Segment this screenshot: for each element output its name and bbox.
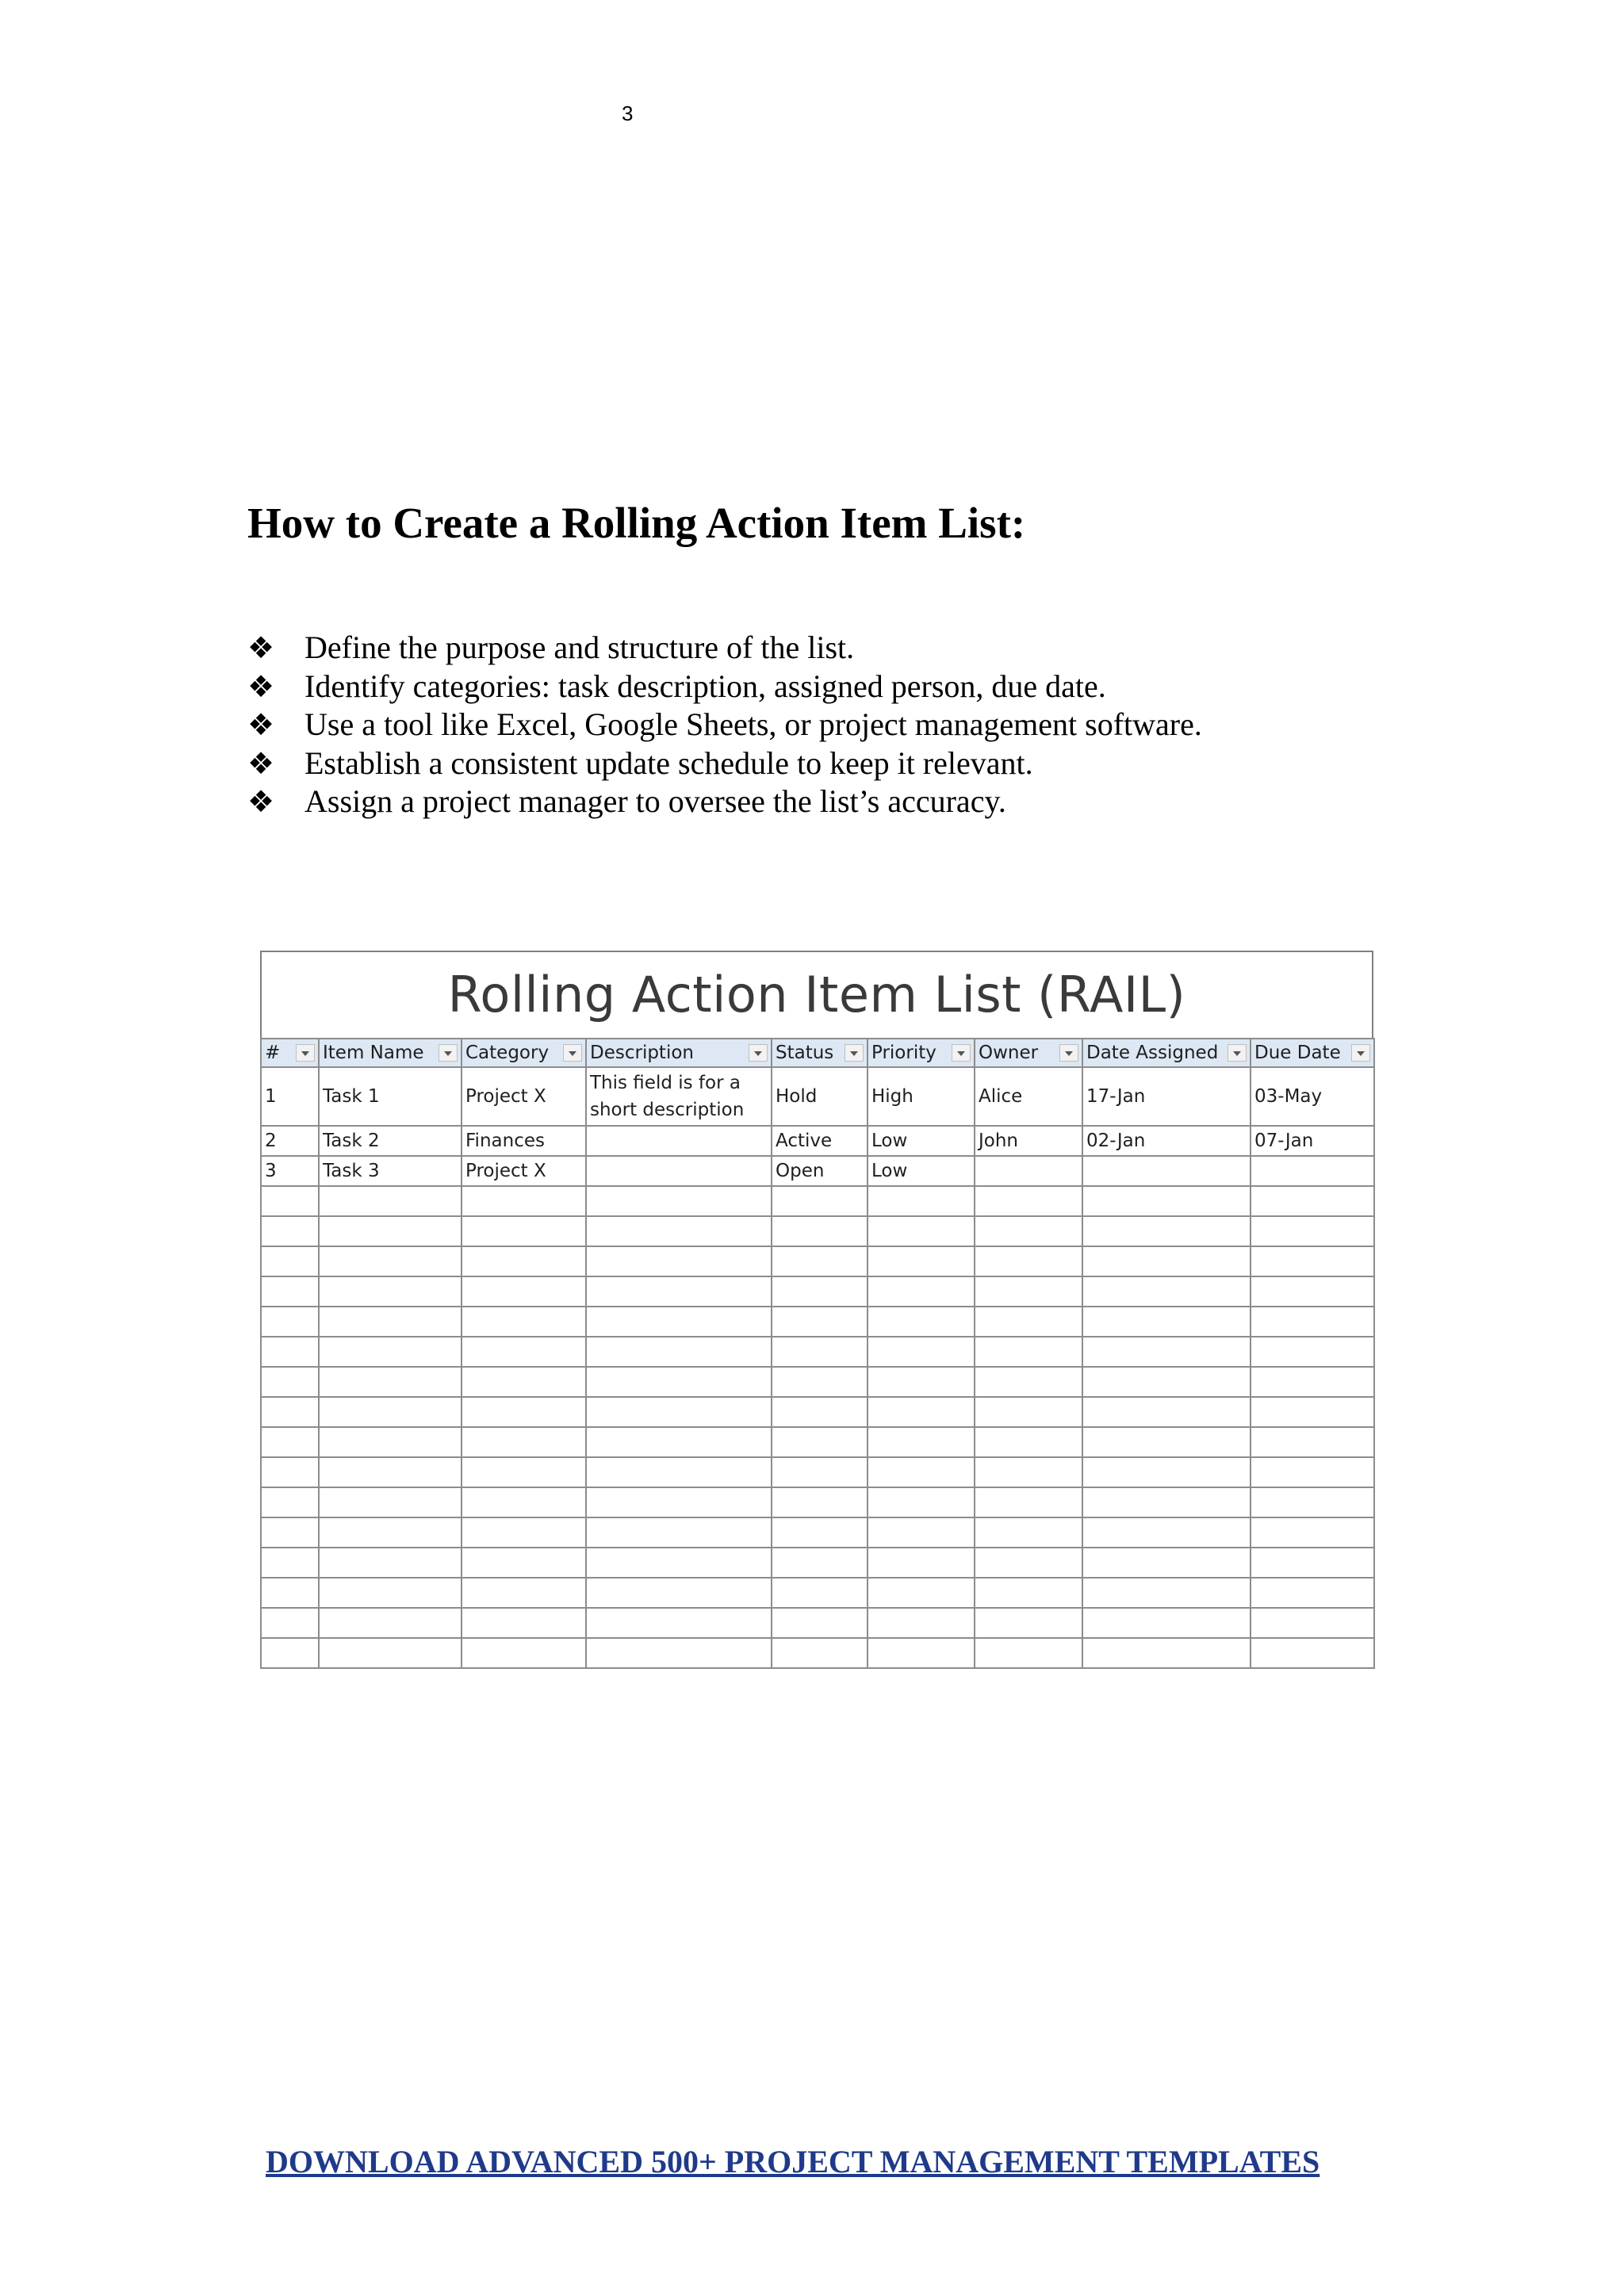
empty-table-row xyxy=(261,1548,1374,1578)
empty-cell xyxy=(586,1578,772,1608)
empty-cell xyxy=(1251,1276,1374,1307)
empty-cell xyxy=(319,1427,462,1457)
table-cell: 2 xyxy=(261,1126,319,1156)
empty-cell xyxy=(1082,1608,1251,1638)
empty-cell xyxy=(1082,1397,1251,1427)
empty-cell xyxy=(586,1276,772,1307)
empty-cell xyxy=(586,1186,772,1216)
table-cell: Open xyxy=(772,1156,868,1186)
table-cell: Task 1 xyxy=(319,1067,462,1126)
empty-cell xyxy=(586,1517,772,1548)
empty-cell xyxy=(975,1487,1082,1517)
table-cell: 07-Jan xyxy=(1251,1126,1374,1156)
empty-cell xyxy=(462,1427,586,1457)
empty-cell xyxy=(319,1457,462,1487)
column-header-category[interactable]: Category xyxy=(462,1039,586,1067)
empty-cell xyxy=(261,1246,319,1276)
empty-cell xyxy=(261,1608,319,1638)
table-cell: Task 2 xyxy=(319,1126,462,1156)
empty-table-row xyxy=(261,1608,1374,1638)
empty-cell xyxy=(261,1487,319,1517)
empty-cell xyxy=(261,1307,319,1337)
table-cell: Active xyxy=(772,1126,868,1156)
empty-cell xyxy=(1251,1487,1374,1517)
empty-cell xyxy=(868,1397,975,1427)
empty-cell xyxy=(772,1517,868,1548)
empty-cell xyxy=(868,1337,975,1367)
empty-cell xyxy=(586,1367,772,1397)
empty-cell xyxy=(1082,1246,1251,1276)
empty-cell xyxy=(462,1578,586,1608)
empty-cell xyxy=(868,1367,975,1397)
empty-cell xyxy=(1251,1367,1374,1397)
list-item xyxy=(247,706,1202,744)
dropdown-filter-icon[interactable] xyxy=(1228,1044,1247,1062)
empty-cell xyxy=(1082,1307,1251,1337)
empty-cell xyxy=(1082,1517,1251,1548)
empty-cell xyxy=(319,1367,462,1397)
empty-cell xyxy=(462,1397,586,1427)
table-row xyxy=(261,1067,1374,1126)
empty-cell xyxy=(1082,1427,1251,1457)
dropdown-filter-icon[interactable] xyxy=(1059,1044,1078,1062)
spreadsheet-title: Rolling Action Item List (RAIL) xyxy=(260,951,1373,1038)
list-item-text: Assign a project manager to oversee the list’s accuracy. xyxy=(304,783,1006,819)
table-cell: 02-Jan xyxy=(1082,1126,1251,1156)
table-cell xyxy=(586,1156,772,1186)
table-cell: Finances xyxy=(462,1126,586,1156)
empty-cell xyxy=(975,1307,1082,1337)
empty-table-row xyxy=(261,1276,1374,1307)
column-header-item-name[interactable]: Item Name xyxy=(319,1039,462,1067)
table-cell: High xyxy=(868,1067,975,1126)
empty-cell xyxy=(319,1397,462,1427)
empty-cell xyxy=(462,1216,586,1246)
empty-cell xyxy=(1251,1307,1374,1337)
empty-cell xyxy=(868,1638,975,1668)
empty-cell xyxy=(462,1246,586,1276)
empty-cell xyxy=(975,1578,1082,1608)
empty-cell xyxy=(1082,1186,1251,1216)
empty-cell xyxy=(462,1337,586,1367)
empty-cell xyxy=(1082,1337,1251,1367)
empty-cell xyxy=(772,1548,868,1578)
empty-cell xyxy=(586,1457,772,1487)
empty-cell xyxy=(586,1487,772,1517)
empty-cell xyxy=(975,1608,1082,1638)
empty-table-row xyxy=(261,1337,1374,1367)
empty-cell xyxy=(868,1608,975,1638)
list-item xyxy=(247,629,1202,668)
empty-table-row xyxy=(261,1578,1374,1608)
download-templates-link[interactable]: DOWNLOAD ADVANCED 500+ PROJECT MANAGEMENT TEMPLATES xyxy=(266,2144,1320,2179)
empty-cell xyxy=(319,1487,462,1517)
rail-table xyxy=(260,1038,1375,1669)
empty-table-row xyxy=(261,1457,1374,1487)
table-cell: 03-May xyxy=(1251,1067,1374,1126)
empty-cell xyxy=(1082,1216,1251,1246)
table-cell: Alice xyxy=(975,1067,1082,1126)
empty-cell xyxy=(261,1367,319,1397)
empty-table-row xyxy=(261,1307,1374,1337)
empty-cell xyxy=(261,1427,319,1457)
empty-cell xyxy=(772,1487,868,1517)
empty-cell xyxy=(462,1186,586,1216)
column-header-date-assigned[interactable]: Date Assigned xyxy=(1082,1039,1251,1067)
empty-cell xyxy=(319,1578,462,1608)
empty-cell xyxy=(868,1216,975,1246)
column-header-owner[interactable]: Owner xyxy=(975,1039,1082,1067)
empty-cell xyxy=(462,1517,586,1548)
diamond-bullet-icon: ❖ xyxy=(247,784,275,819)
empty-cell xyxy=(319,1186,462,1216)
empty-cell xyxy=(975,1186,1082,1216)
empty-cell xyxy=(319,1337,462,1367)
table-cell: This field is for a short description xyxy=(586,1067,772,1126)
column-header-status[interactable]: Status xyxy=(772,1039,868,1067)
list-item-text: Identify categories: task description, assigned person, due date. xyxy=(304,668,1106,704)
table-cell: Low xyxy=(868,1156,975,1186)
empty-cell xyxy=(586,1427,772,1457)
empty-cell xyxy=(319,1517,462,1548)
empty-cell xyxy=(261,1638,319,1668)
empty-cell xyxy=(1082,1487,1251,1517)
table-cell: Project X xyxy=(462,1067,586,1126)
empty-cell xyxy=(1251,1427,1374,1457)
empty-cell xyxy=(319,1276,462,1307)
empty-cell xyxy=(868,1548,975,1578)
empty-table-row xyxy=(261,1216,1374,1246)
empty-cell xyxy=(462,1608,586,1638)
empty-table-row xyxy=(261,1367,1374,1397)
section-heading: How to Create a Rolling Action Item List: xyxy=(247,499,1026,547)
dropdown-filter-icon[interactable] xyxy=(296,1044,315,1062)
empty-cell xyxy=(462,1457,586,1487)
empty-cell xyxy=(1082,1578,1251,1608)
empty-cell xyxy=(1251,1517,1374,1548)
list-item-text: Use a tool like Excel, Google Sheets, or project management software. xyxy=(304,706,1202,742)
empty-cell xyxy=(772,1638,868,1668)
table-cell: Task 3 xyxy=(319,1156,462,1186)
empty-table-row xyxy=(261,1517,1374,1548)
empty-cell xyxy=(586,1397,772,1427)
empty-cell xyxy=(975,1246,1082,1276)
empty-cell xyxy=(1082,1367,1251,1397)
dropdown-filter-icon[interactable] xyxy=(749,1044,768,1062)
diamond-bullet-icon: ❖ xyxy=(247,745,275,781)
empty-cell xyxy=(772,1276,868,1307)
empty-table-row xyxy=(261,1246,1374,1276)
empty-cell xyxy=(868,1487,975,1517)
empty-cell xyxy=(975,1548,1082,1578)
empty-cell xyxy=(261,1337,319,1367)
empty-cell xyxy=(319,1307,462,1337)
empty-table-row xyxy=(261,1487,1374,1517)
empty-cell xyxy=(975,1427,1082,1457)
empty-cell xyxy=(868,1427,975,1457)
page-number: 3 xyxy=(622,101,634,125)
empty-cell xyxy=(1251,1397,1374,1427)
dropdown-filter-icon[interactable] xyxy=(952,1044,971,1062)
empty-table-row xyxy=(261,1638,1374,1668)
empty-cell xyxy=(772,1427,868,1457)
table-cell xyxy=(1251,1156,1374,1186)
empty-cell xyxy=(772,1186,868,1216)
empty-cell xyxy=(1082,1457,1251,1487)
empty-cell xyxy=(586,1216,772,1246)
empty-table-row xyxy=(261,1427,1374,1457)
column-header-priority[interactable]: Priority xyxy=(868,1039,975,1067)
empty-cell xyxy=(261,1397,319,1427)
empty-table-row xyxy=(261,1186,1374,1216)
empty-table-row xyxy=(261,1397,1374,1427)
empty-cell xyxy=(1251,1186,1374,1216)
table-cell: 3 xyxy=(261,1156,319,1186)
empty-cell xyxy=(772,1246,868,1276)
table-cell: 17-Jan xyxy=(1082,1067,1251,1126)
empty-cell xyxy=(868,1578,975,1608)
column-header-number[interactable]: # xyxy=(261,1039,319,1067)
empty-cell xyxy=(1082,1548,1251,1578)
empty-cell xyxy=(975,1397,1082,1427)
list-item-text: Define the purpose and structure of the list. xyxy=(304,629,855,665)
diamond-bullet-icon: ❖ xyxy=(247,707,275,742)
empty-cell xyxy=(1251,1578,1374,1608)
empty-cell xyxy=(1251,1337,1374,1367)
empty-cell xyxy=(261,1548,319,1578)
empty-cell xyxy=(1251,1216,1374,1246)
table-row xyxy=(261,1156,1374,1186)
diamond-bullet-icon: ❖ xyxy=(247,668,275,704)
empty-cell xyxy=(868,1246,975,1276)
empty-cell xyxy=(586,1337,772,1367)
empty-cell xyxy=(868,1457,975,1487)
empty-cell xyxy=(772,1367,868,1397)
empty-cell xyxy=(586,1548,772,1578)
empty-cell xyxy=(1082,1638,1251,1668)
empty-cell xyxy=(1251,1246,1374,1276)
empty-cell xyxy=(462,1638,586,1668)
empty-cell xyxy=(261,1216,319,1246)
empty-cell xyxy=(261,1457,319,1487)
list-item xyxy=(247,783,1202,821)
table-cell: John xyxy=(975,1126,1082,1156)
empty-cell xyxy=(319,1638,462,1668)
dropdown-filter-icon[interactable] xyxy=(439,1044,458,1062)
table-cell xyxy=(975,1156,1082,1186)
empty-cell xyxy=(1251,1638,1374,1668)
empty-cell xyxy=(261,1276,319,1307)
empty-cell xyxy=(975,1457,1082,1487)
empty-cell xyxy=(975,1276,1082,1307)
empty-cell xyxy=(1251,1608,1374,1638)
empty-cell xyxy=(868,1517,975,1548)
empty-cell xyxy=(319,1246,462,1276)
empty-cell xyxy=(772,1307,868,1337)
table-cell: Low xyxy=(868,1126,975,1156)
empty-cell xyxy=(261,1578,319,1608)
empty-cell xyxy=(319,1608,462,1638)
table-cell: Project X xyxy=(462,1156,586,1186)
empty-cell xyxy=(868,1276,975,1307)
empty-cell xyxy=(772,1397,868,1427)
diamond-bullet-icon: ❖ xyxy=(247,630,275,665)
empty-cell xyxy=(586,1638,772,1668)
dropdown-filter-icon[interactable] xyxy=(563,1044,582,1062)
empty-cell xyxy=(772,1337,868,1367)
empty-cell xyxy=(1251,1457,1374,1487)
empty-cell xyxy=(868,1186,975,1216)
empty-cell xyxy=(586,1608,772,1638)
empty-cell xyxy=(975,1367,1082,1397)
table-cell: 1 xyxy=(261,1067,319,1126)
empty-cell xyxy=(975,1638,1082,1668)
empty-cell xyxy=(462,1487,586,1517)
empty-cell xyxy=(462,1367,586,1397)
empty-cell xyxy=(772,1578,868,1608)
dropdown-filter-icon[interactable] xyxy=(845,1044,864,1062)
empty-cell xyxy=(586,1307,772,1337)
table-cell xyxy=(586,1126,772,1156)
empty-cell xyxy=(975,1216,1082,1246)
empty-cell xyxy=(1082,1276,1251,1307)
header-row xyxy=(261,1039,1374,1067)
empty-cell xyxy=(462,1307,586,1337)
rail-spreadsheet-image xyxy=(260,951,1389,1682)
table-cell xyxy=(1082,1156,1251,1186)
table-cell: Hold xyxy=(772,1067,868,1126)
empty-cell xyxy=(261,1186,319,1216)
dropdown-filter-icon[interactable] xyxy=(1351,1044,1370,1062)
empty-cell xyxy=(772,1457,868,1487)
empty-cell xyxy=(462,1548,586,1578)
column-header-description[interactable]: Description xyxy=(586,1039,772,1067)
empty-cell xyxy=(772,1608,868,1638)
empty-cell xyxy=(462,1276,586,1307)
empty-cell xyxy=(975,1517,1082,1548)
bullet-list xyxy=(247,629,1202,821)
empty-cell xyxy=(586,1246,772,1276)
empty-cell xyxy=(1251,1548,1374,1578)
list-item xyxy=(247,744,1202,783)
column-header-due-date[interactable]: Due Date xyxy=(1251,1039,1374,1067)
empty-cell xyxy=(772,1216,868,1246)
table-row xyxy=(261,1126,1374,1156)
empty-cell xyxy=(261,1517,319,1548)
list-item-text: Establish a consistent update schedule to keep it relevant. xyxy=(304,744,1033,781)
list-item xyxy=(247,668,1202,706)
empty-cell xyxy=(319,1548,462,1578)
empty-cell xyxy=(975,1337,1082,1367)
empty-cell xyxy=(868,1307,975,1337)
empty-cell xyxy=(319,1216,462,1246)
